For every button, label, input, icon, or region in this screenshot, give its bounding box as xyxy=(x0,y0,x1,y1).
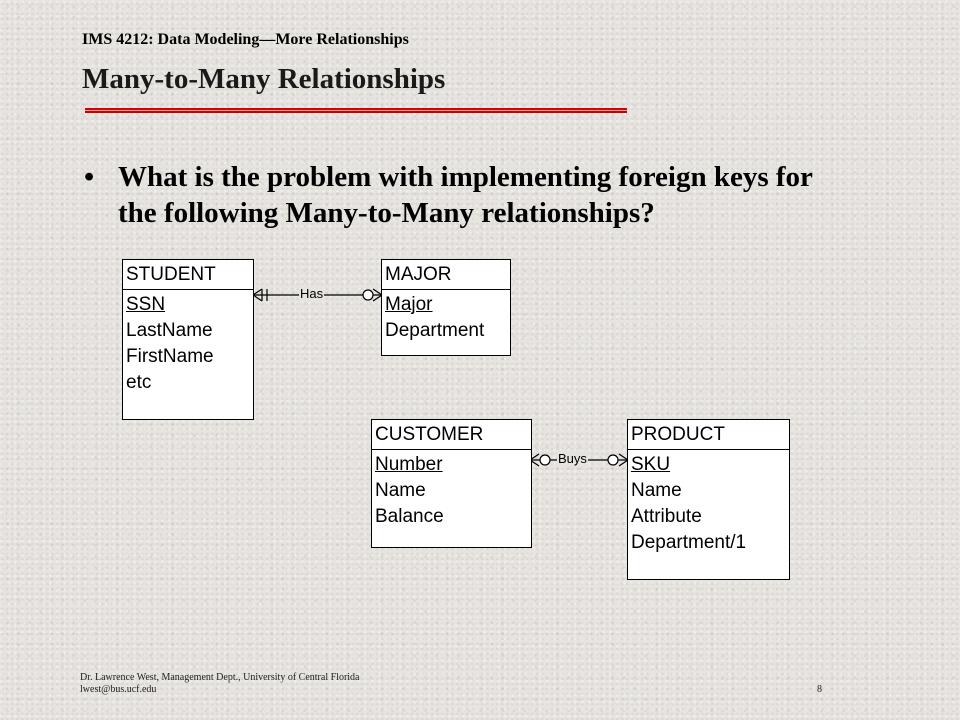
entity-product xyxy=(627,419,790,580)
slide-title: Many-to-Many Relationships xyxy=(82,63,446,95)
attribute: Name xyxy=(375,480,426,501)
student-crowfoot-bottom xyxy=(253,295,262,301)
has-label: Has xyxy=(300,286,324,301)
bullet-icon: • xyxy=(84,161,95,193)
entity-major xyxy=(381,259,511,356)
student-crowfoot-top xyxy=(253,289,262,295)
attribute: Department xyxy=(385,320,485,341)
footer-email: lwest@bus.ucf.edu xyxy=(80,684,157,695)
attribute: Name xyxy=(631,480,682,501)
entity-customer xyxy=(371,419,532,548)
entity-name: PRODUCT xyxy=(628,420,789,450)
attribute: LastName xyxy=(126,320,213,341)
entity-name: STUDENT xyxy=(123,260,253,290)
footer-author: Dr. Lawrence West, Management Dept., University of Central Florida xyxy=(80,672,360,683)
footer-credit xyxy=(80,672,360,696)
attribute: Attribute xyxy=(631,506,702,527)
entity-name: CUSTOMER xyxy=(372,420,531,450)
page-number: 8 xyxy=(817,684,822,695)
entity-student xyxy=(122,259,254,420)
customer-optional-circle xyxy=(540,455,550,465)
attribute-key: SKU xyxy=(631,454,671,475)
attribute: Department/1 xyxy=(631,532,747,553)
attribute-key: Number xyxy=(375,454,443,475)
major-optional-circle xyxy=(363,290,373,300)
attribute-key: Major xyxy=(385,294,433,315)
product-optional-circle xyxy=(608,455,618,465)
attribute: etc xyxy=(126,372,152,393)
entity-name: MAJOR xyxy=(382,260,510,290)
attribute-key: SSN xyxy=(126,294,166,315)
course-header: IMS 4212: Data Modeling—More Relationships xyxy=(82,31,409,48)
attribute: FirstName xyxy=(126,346,214,367)
buys-label: Buys xyxy=(558,451,587,466)
bullet-text: What is the problem with implementing foreign keys for the following Many-to-Many relationships? xyxy=(118,161,813,229)
attribute: Balance xyxy=(375,506,444,527)
